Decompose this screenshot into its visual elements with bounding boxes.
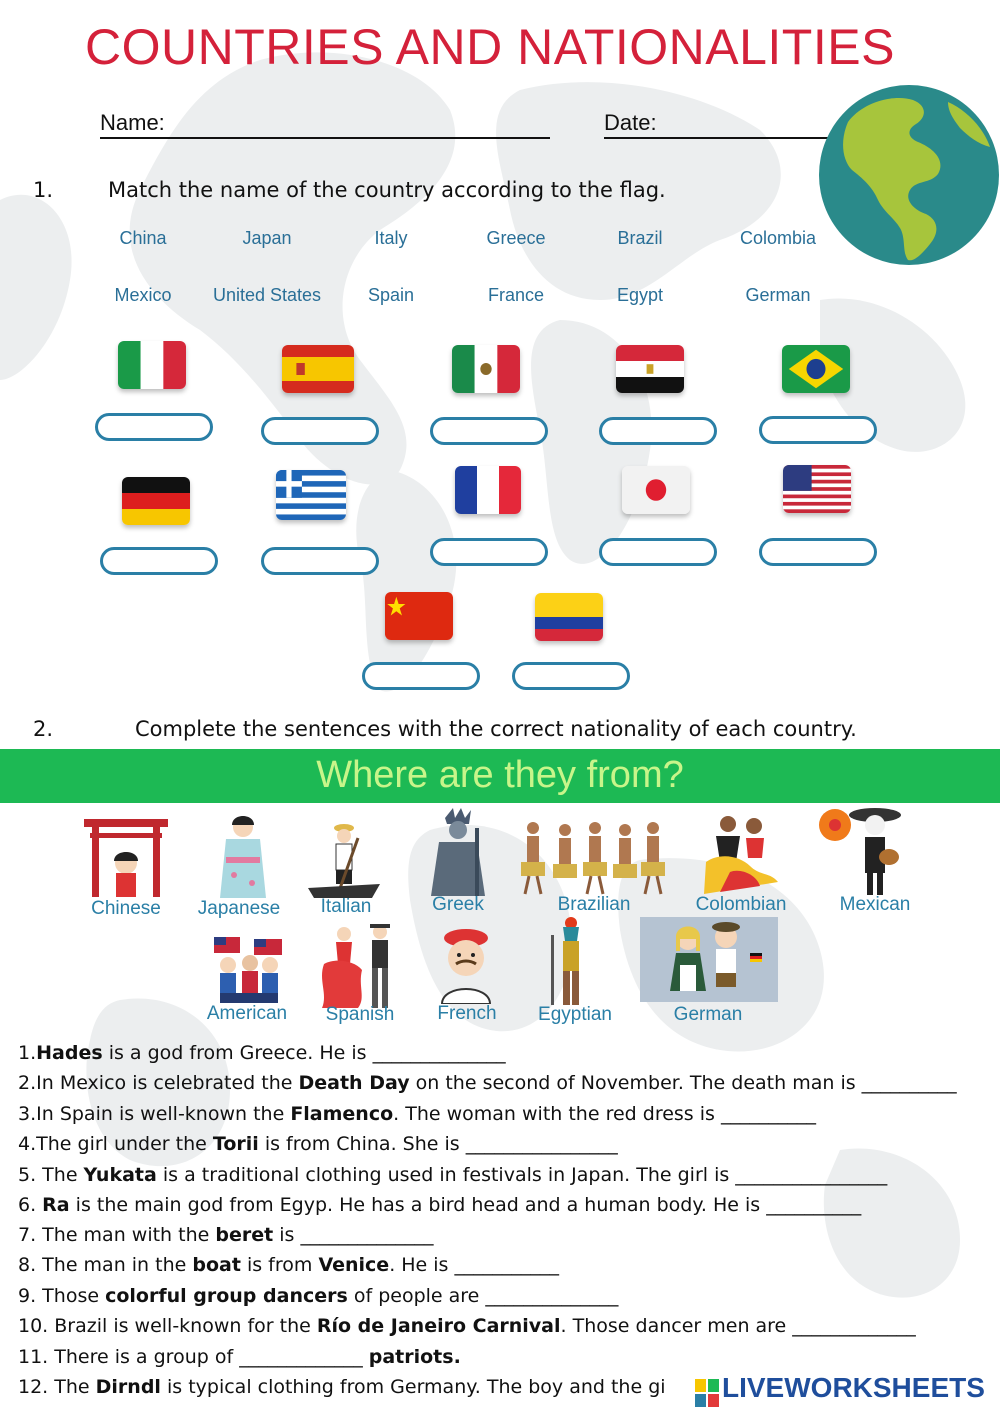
- answer-mexico[interactable]: [430, 417, 548, 445]
- q2-text: Complete the sentences with the correct nationality of each country.: [135, 717, 857, 741]
- word-china: China: [119, 228, 167, 248]
- word-france: France: [487, 285, 545, 305]
- word-greece: Greece: [486, 228, 546, 248]
- date-line[interactable]: [604, 137, 834, 139]
- word-japan: Japan: [242, 228, 292, 248]
- spain-flag-icon: [282, 345, 354, 393]
- brazilian-dancers-illustration: [515, 818, 670, 896]
- colombian-dancers-illustration: [700, 812, 782, 894]
- liveworksheets-logo-icon: [694, 1378, 720, 1408]
- france-flag-icon: [455, 466, 521, 514]
- sentence-7: 7. The man with the beret is ______________: [18, 1224, 434, 1246]
- label-chinese: Chinese: [91, 898, 161, 919]
- label-spanish: Spanish: [325, 1004, 395, 1025]
- flamenco-dancers-illustration: [318, 922, 400, 1008]
- q1-number: 1.: [33, 178, 54, 202]
- japan-flag-icon: [622, 466, 690, 514]
- italy-flag-icon: [118, 341, 186, 389]
- globe-icon: [818, 82, 1000, 268]
- label-japanese: Japanese: [197, 898, 281, 919]
- word-mexico: Mexico: [114, 285, 172, 305]
- word-spain: Spain: [367, 285, 415, 305]
- sentence-10: 10. Brazil is well-known for the Río de Janeiro Carnival. Those dancer men are _____________: [18, 1315, 916, 1337]
- label-greek: Greek: [432, 894, 484, 915]
- torii-girl-illustration: [80, 815, 172, 897]
- q1-text: Match the name of the country according to the flag.: [108, 178, 666, 202]
- date-label: Date:: [604, 110, 657, 135]
- label-egyptian: Egyptian: [538, 1004, 612, 1025]
- egypt-flag-icon: [616, 345, 684, 393]
- word-united-states: United States: [212, 285, 322, 305]
- name-line[interactable]: [100, 137, 550, 139]
- answer-italy[interactable]: [95, 413, 213, 441]
- sentence-3: 3.In Spain is well-known the Flamenco. The woman with the red dress is __________: [18, 1103, 816, 1125]
- answer-brazil[interactable]: [759, 416, 877, 444]
- answer-china[interactable]: [362, 662, 480, 690]
- sentence-1: 1.Hades is a god from Greece. He is ______________: [18, 1042, 506, 1064]
- gondolier-illustration: [308, 818, 380, 898]
- sentence-8: 8. The man in the boat is from Venice. He is ___________: [18, 1254, 559, 1276]
- label-mexican: Mexican: [839, 894, 911, 915]
- sentence-6: 6. Ra is the main god from Egyp. He has a bird head and a human body. He is __________: [18, 1194, 862, 1216]
- greece-flag-icon: [276, 470, 346, 520]
- dirndl-couple-illustration: [640, 917, 778, 1002]
- usa-flag-icon: [783, 465, 851, 513]
- word-brazil: Brazil: [617, 228, 663, 248]
- sentence-5: 5. The Yukata is a traditional clothing used in festivals in Japan. The girl is ________________: [18, 1164, 888, 1186]
- name-label: Name:: [100, 110, 165, 135]
- germany-flag-icon: [122, 477, 190, 525]
- colombia-flag-icon: [535, 593, 603, 641]
- label-french: French: [437, 1003, 497, 1024]
- yukata-girl-illustration: [212, 813, 274, 898]
- word-egypt: Egypt: [616, 285, 664, 305]
- china-flag-icon: [385, 592, 453, 640]
- banner-title: Where are they from?: [316, 754, 684, 796]
- answer-japan[interactable]: [599, 538, 717, 566]
- brazil-flag-icon: [782, 345, 850, 393]
- hades-illustration: [425, 808, 490, 896]
- answer-egypt[interactable]: [599, 417, 717, 445]
- mexico-flag-icon: [452, 345, 520, 393]
- ra-god-illustration: [545, 915, 595, 1005]
- american-patriots-illustration: [210, 935, 288, 1003]
- word-colombia: Colombia: [739, 228, 817, 248]
- q2-number: 2.: [33, 717, 54, 741]
- liveworksheets-brand: LIVEWORKSHEETS: [722, 1372, 985, 1403]
- sentence-9: 9. Those colorful group dancers of people are ______________: [18, 1285, 619, 1307]
- page-title: COUNTRIES AND NATIONALITIES: [85, 19, 895, 75]
- answer-france[interactable]: [430, 538, 548, 566]
- label-italian: Italian: [320, 896, 372, 917]
- answer-greece[interactable]: [261, 547, 379, 575]
- french-man-illustration: [434, 928, 498, 1004]
- word-german: German: [745, 285, 811, 305]
- answer-colombia[interactable]: [512, 662, 630, 690]
- label-german: German: [673, 1004, 743, 1025]
- label-brazilian: Brazilian: [557, 894, 631, 915]
- word-italy: Italy: [374, 228, 408, 248]
- sentence-12: 12. The Dirndl is typical clothing from Germany. The boy and the gi: [18, 1376, 666, 1398]
- sentence-11: 11. There is a group of _____________ patriots.: [18, 1346, 461, 1368]
- death-man-illustration: [817, 803, 907, 895]
- sentence-4: 4.The girl under the Torii is from China. She is ________________: [18, 1133, 618, 1155]
- sentence-2: 2.In Mexico is celebrated the Death Day on the second of November. The death man is __________: [18, 1072, 957, 1094]
- answer-spain[interactable]: [261, 417, 379, 445]
- answer-germany[interactable]: [100, 547, 218, 575]
- label-american: American: [206, 1003, 288, 1024]
- label-colombian: Colombian: [695, 894, 787, 915]
- german-photo-frame: [640, 917, 778, 1002]
- answer-usa[interactable]: [759, 538, 877, 566]
